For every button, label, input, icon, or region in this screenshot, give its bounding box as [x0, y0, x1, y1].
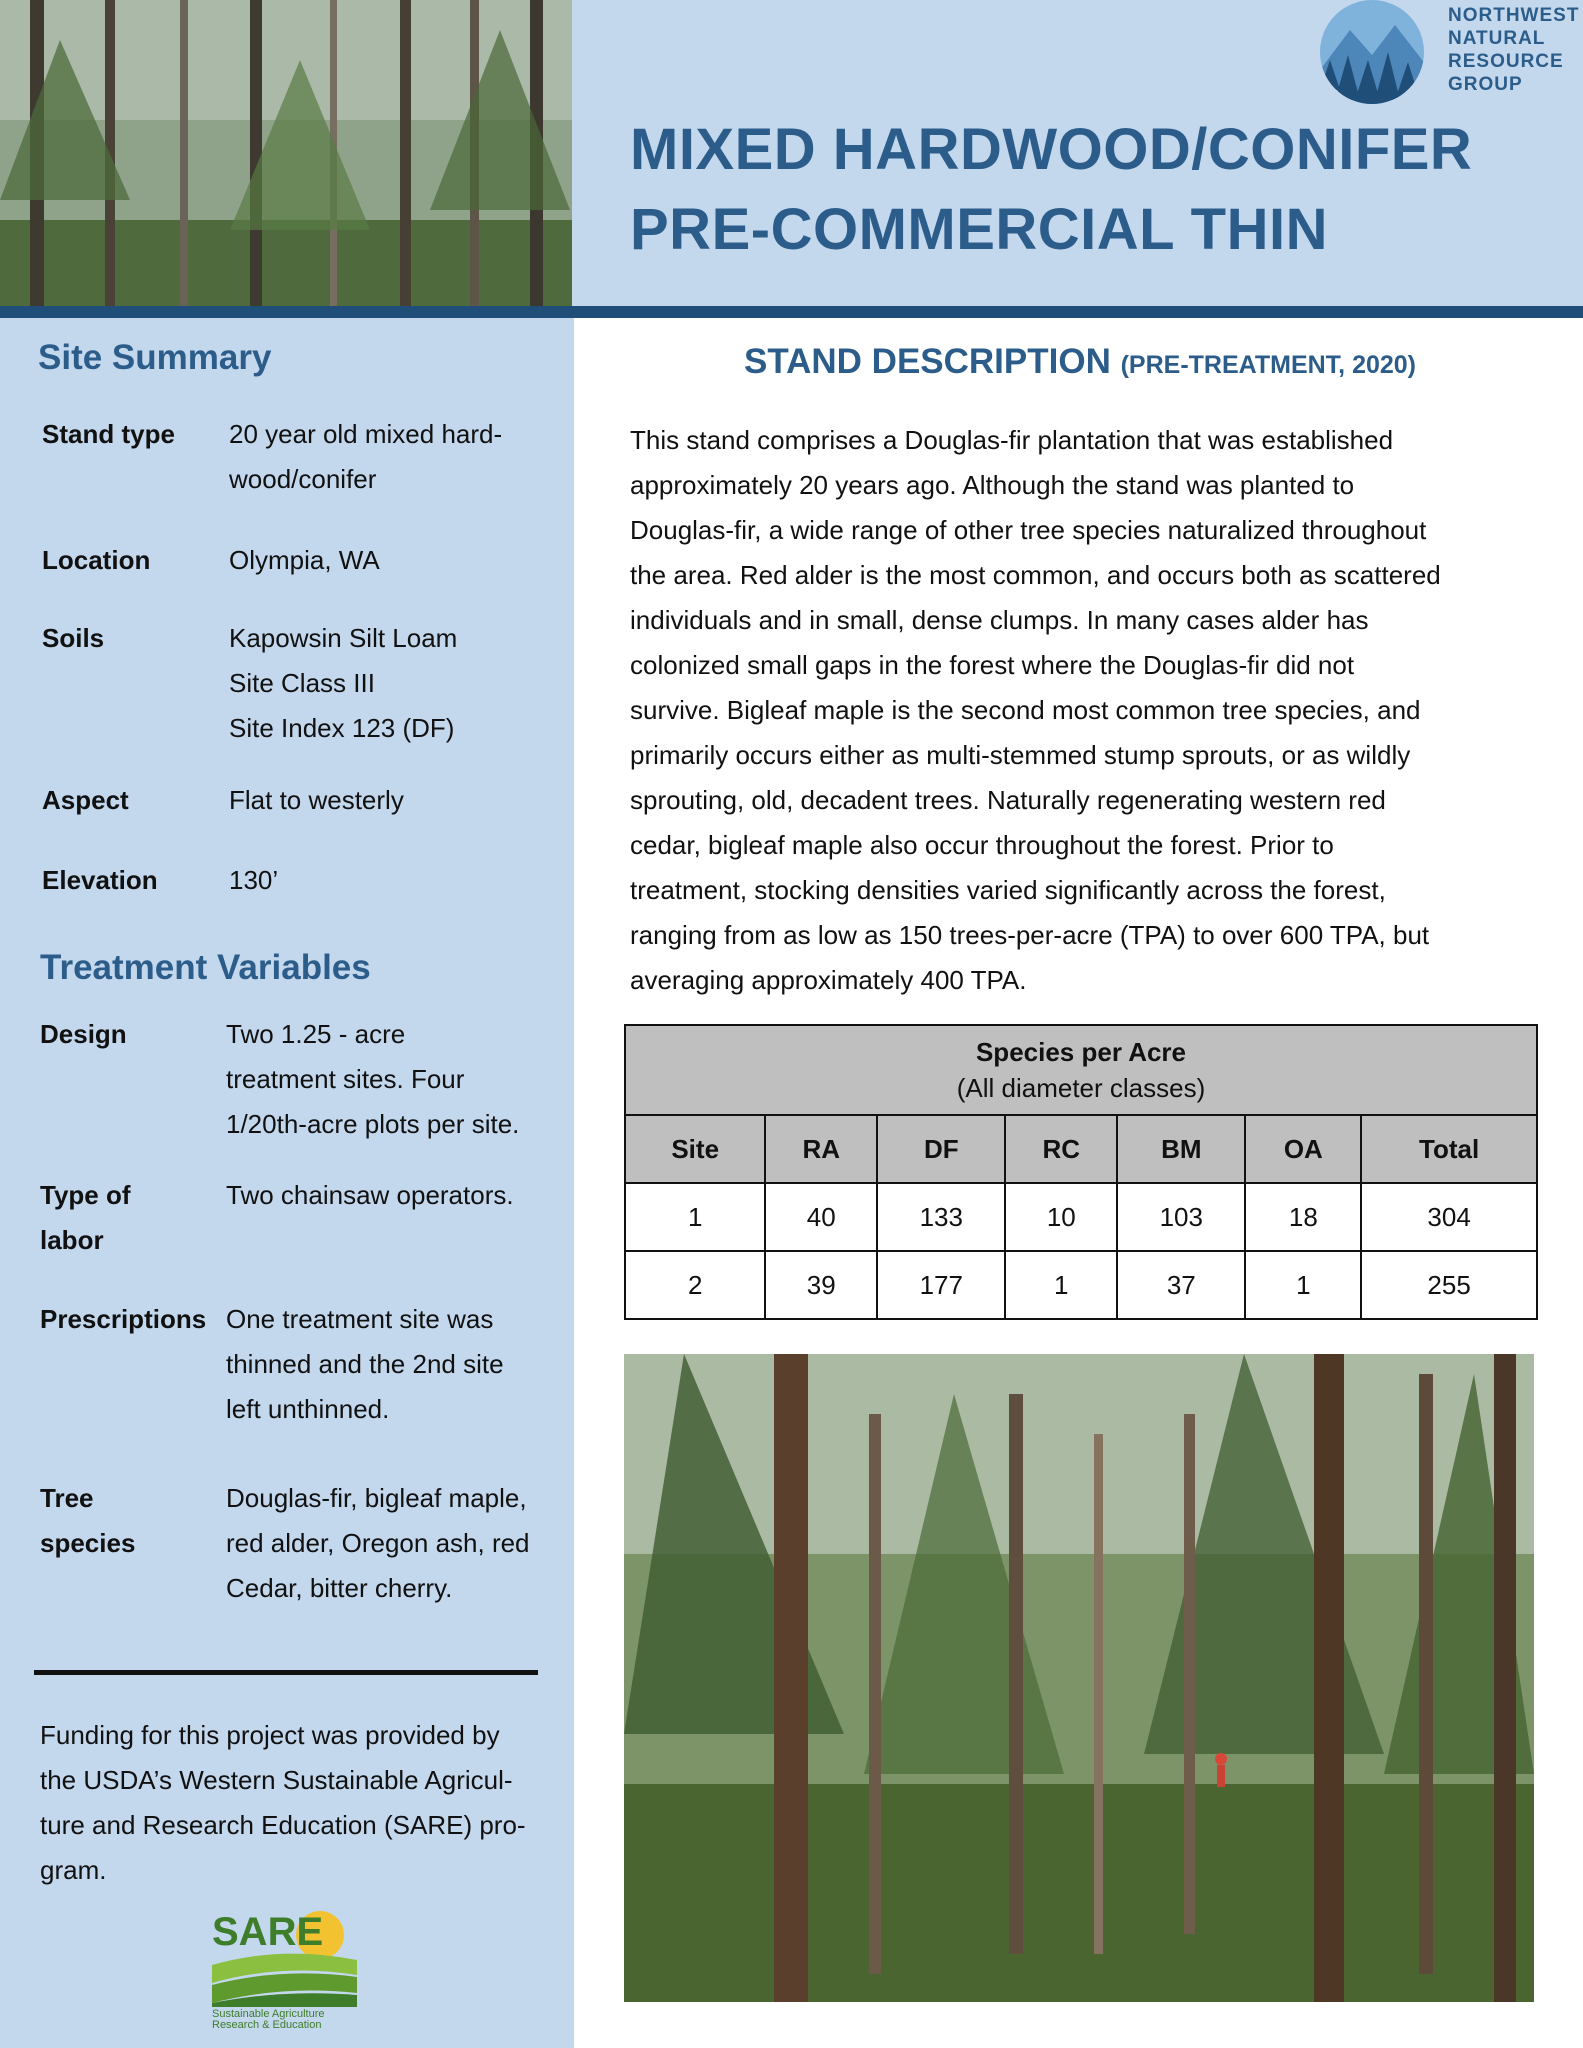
summary-value-line: Olympia, WA — [229, 545, 380, 575]
summary-key: Elevation — [42, 865, 158, 895]
stand-heading-main: STAND DESCRIPTION — [743, 342, 1111, 381]
treatment-value-line: left unthinned. — [226, 1394, 390, 1424]
table-cell: 39 — [765, 1251, 877, 1319]
summary-value — [229, 412, 502, 502]
stand-text-line: ranging from as low as 150 trees-per-acre (TPA) to over 600 TPA, but — [630, 920, 1430, 950]
summary-value — [229, 616, 457, 751]
table-cell: 37 — [1117, 1251, 1245, 1319]
stand-text-line: treatment, stocking densities varied significantly across the forest, — [630, 875, 1386, 905]
treatment-key — [40, 1476, 135, 1566]
sidebar-divider — [34, 1670, 538, 1675]
treatment-value-line: One treatment site was — [226, 1304, 494, 1334]
mountain-logo-icon — [1320, 0, 1430, 110]
sare-logo-word: SARE — [212, 1910, 324, 1954]
table-header-cell: BM — [1117, 1115, 1245, 1183]
treatment-value-line: Two chainsaw operators. — [226, 1180, 514, 1210]
site-summary-heading: Site Summary — [38, 338, 272, 377]
treatment-value — [226, 1297, 504, 1432]
treatment-key — [40, 1173, 131, 1263]
table-row — [625, 1183, 1537, 1251]
table-header-cell: RC — [1005, 1115, 1117, 1183]
treatment-key-line: Prescriptions — [40, 1304, 207, 1334]
stand-description-text — [630, 418, 1530, 1003]
page-title-line-1: MIXED HARDWOOD/CONIFER — [630, 117, 1473, 182]
table-header-row — [625, 1115, 1537, 1183]
sare-logo-icon — [212, 1905, 362, 2029]
page-title-line-2: PRE-COMMERCIAL THIN — [630, 197, 1328, 262]
sare-logo — [212, 1905, 362, 2029]
treatment-value-line: 1/20th-acre plots per site. — [226, 1109, 520, 1139]
treatment-value-line: Two 1.25 - acre — [226, 1019, 406, 1049]
org-name-line: NATURAL — [1448, 28, 1546, 49]
treatment-key — [40, 1297, 206, 1342]
table-cell: 304 — [1361, 1183, 1537, 1251]
summary-key: Location — [42, 545, 151, 575]
funding-line: gram. — [40, 1855, 107, 1885]
table-header-cell: Site — [625, 1115, 765, 1183]
summary-value-line: 130’ — [229, 865, 279, 895]
page-title — [630, 110, 1530, 270]
treatment-key-line: labor — [40, 1225, 104, 1255]
treatment-value-line: thinned and the 2nd site — [226, 1349, 504, 1379]
funding-line: ture and Research Education (SARE) pro- — [40, 1810, 526, 1840]
sare-logo-line1: Sustainable Agriculture — [212, 2008, 325, 2020]
summary-value — [229, 858, 278, 903]
treatment-value-line: red alder, Oregon ash, red — [226, 1528, 530, 1558]
table-caption-title: Species per Acre — [975, 1037, 1187, 1067]
treatment-variables-heading: Treatment Variables — [40, 948, 371, 987]
table-cell: 255 — [1361, 1251, 1537, 1319]
summary-value-line: wood/conifer — [229, 464, 377, 494]
funding-line: Funding for this project was provided by — [40, 1720, 500, 1750]
table-cell: 18 — [1245, 1183, 1361, 1251]
species-per-acre-table — [624, 1024, 1538, 1320]
table-cell: 40 — [765, 1183, 877, 1251]
table-header-cell: DF — [877, 1115, 1005, 1183]
summary-value-line: Site Class III — [229, 668, 375, 698]
header-forest-photo — [0, 0, 572, 306]
treatment-value-line: Cedar, bitter cherry. — [226, 1573, 453, 1603]
treatment-key-line: Type of — [40, 1180, 131, 1210]
treatment-value — [226, 1476, 530, 1611]
treatment-value — [226, 1173, 514, 1218]
treatment-key-line: Tree — [40, 1483, 94, 1513]
stand-text-line: cedar, bigleaf maple also occur throughout the forest. Prior to — [630, 830, 1334, 860]
sare-logo-line2: Research & Education — [212, 2019, 322, 2029]
treatment-key-line: species — [40, 1528, 136, 1558]
table-cell: 1 — [1005, 1251, 1117, 1319]
stand-text-line: individuals and in small, dense clumps. In many cases alder has — [630, 605, 1369, 635]
table-cell: 10 — [1005, 1183, 1117, 1251]
table-cell: 103 — [1117, 1183, 1245, 1251]
funding-note — [40, 1713, 560, 1893]
treatment-value-line: Douglas-fir, bigleaf maple, — [226, 1483, 527, 1513]
stand-heading-sub: (PRE-TREATMENT, 2020) — [1120, 351, 1417, 379]
summary-key: Aspect — [42, 785, 129, 815]
stand-text-line: This stand comprises a Douglas-fir plantation that was established — [630, 425, 1394, 455]
table-caption — [625, 1025, 1537, 1115]
stand-text-line: colonized small gaps in the forest where the Douglas-fir did not — [630, 650, 1355, 680]
forest-stand-photo — [624, 1354, 1534, 2002]
stand-text-line: approximately 20 years ago. Although the stand was planted to — [630, 470, 1355, 500]
funding-line: the USDA’s Western Sustainable Agricul- — [40, 1765, 513, 1795]
table-header-cell: OA — [1245, 1115, 1361, 1183]
summary-value-line: Kapowsin Silt Loam — [229, 623, 458, 653]
table-header-cell: Total — [1361, 1115, 1537, 1183]
stand-text-line: the area. Red alder is the most common, and occurs both as scattered — [630, 560, 1441, 590]
org-name — [1448, 4, 1579, 96]
treatment-key — [40, 1012, 127, 1057]
stand-text-line: averaging approximately 400 TPA. — [630, 965, 1027, 995]
summary-value-line: Site Index 123 (DF) — [229, 713, 455, 743]
header-divider — [0, 306, 1583, 318]
summary-value — [229, 538, 380, 583]
table-caption-sub: (All diameter classes) — [956, 1073, 1206, 1103]
treatment-key-line: Design — [40, 1019, 127, 1049]
summary-value-line: Flat to westerly — [229, 785, 404, 815]
treatment-value — [226, 1012, 519, 1147]
table-cell: 1 — [625, 1183, 765, 1251]
summary-key: Stand type — [42, 419, 175, 449]
org-name-line: GROUP — [1448, 74, 1523, 95]
org-name-line: RESOURCE — [1448, 51, 1564, 72]
stand-text-line: survive. Bigleaf maple is the second most common tree species, and — [630, 695, 1421, 725]
stand-text-line: sprouting, old, decadent trees. Naturally regenerating western red — [630, 785, 1386, 815]
stand-description-heading — [600, 342, 1560, 382]
table-cell: 1 — [1245, 1251, 1361, 1319]
stand-text-line: primarily occurs either as multi-stemmed stump sprouts, or as wildly — [630, 740, 1411, 770]
table-cell: 177 — [877, 1251, 1005, 1319]
summary-value-line: 20 year old mixed hard- — [229, 419, 503, 449]
table-cell: 2 — [625, 1251, 765, 1319]
summary-value — [229, 778, 404, 823]
org-name-line: NORTHWEST — [1448, 5, 1580, 26]
table-row — [625, 1251, 1537, 1319]
treatment-value-line: treatment sites. Four — [226, 1064, 465, 1094]
table-cell: 133 — [877, 1183, 1005, 1251]
stand-text-line: Douglas-fir, a wide range of other tree species naturalized throughout — [630, 515, 1427, 545]
summary-key: Soils — [42, 623, 105, 653]
table-header-cell: RA — [765, 1115, 877, 1183]
